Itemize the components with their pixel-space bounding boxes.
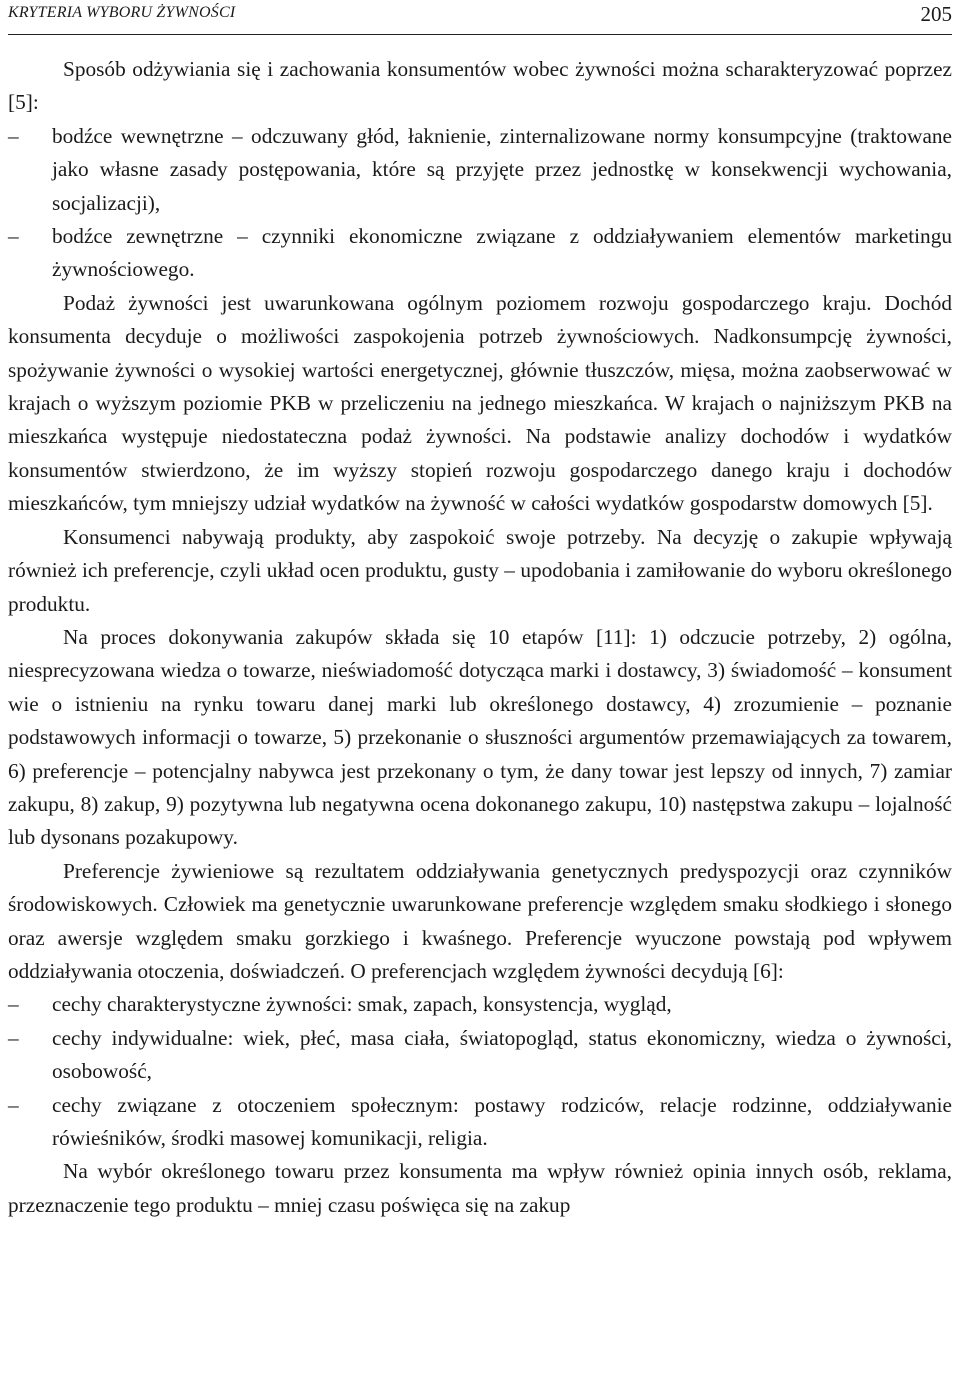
preference-factors-list	[8, 988, 952, 1155]
list-item-text: cechy związane z otoczeniem społecznym: postawy rodziców, relacje rodzinne, oddziaływanie rówieśników, środki masowej komunikacji, religia.	[52, 1092, 952, 1150]
body-text	[8, 53, 952, 1222]
list-item-text: bodźce wewnętrzne – odczuwany głód, łaknienie, zinternalizowane normy konsumpcyjne (traktowane jako własne zasady postępowania, które są przyjęte przez jednostkę w konsekwencji wychowania, socjalizacji),	[52, 123, 952, 215]
paragraph-product-choice: Na wybór określonego towaru przez konsumenta ma wpływ również opinia innych osób, reklama, przeznaczenie tego produktu – mniej czasu poświęca się na zakup	[8, 1159, 952, 1217]
internal-external-stimuli-list	[8, 120, 952, 287]
running-header	[8, 0, 952, 35]
running-title: KRYTERIA WYBORU ŻYWNOŚCI	[8, 4, 236, 21]
list-item	[8, 988, 952, 1021]
paragraph-purchase-stages: Na proces dokonywania zakupów składa się 10 etapów [11]: 1) odczucie potrzeby, 2) ogólna, niesprecyzowana wiedza o towarze, nieświadomość dotycząca marki i dostawcy, 3) świadomość – konsument wie o istnieniu na rynku towaru danej marki lub określonego dostawcy, 4) zrozumienie – poznanie podstawowych informacji o towarze, 5) przekonanie o słuszności argumentów przemawiających za towarem, 6) preferencje – potencjalny nabywca jest przekonany o tym, że dany towar jest lepszy od innych, 7) zamiar zakupu, 8) zakup, 9) pozytywna lub negatywna ocena dokonanego zakupu, 10) następstwa zakupu – lojalność lub dysonans pozakupowy.	[8, 624, 952, 850]
list-item-text: cechy charakterystyczne żywności: smak, zapach, konsystencja, wygląd,	[52, 992, 672, 1017]
dash-bullet-icon: –	[8, 1092, 19, 1117]
page-number: 205	[920, 2, 952, 26]
list-item	[8, 1022, 952, 1089]
list-item-text: bodźce zewnętrzne – czynniki ekonomiczne związane z oddziaływaniem elementów marketingu żywnościowego.	[52, 224, 952, 282]
list-item-text: cechy indywidualne: wiek, płeć, masa ciała, światopogląd, status ekonomiczny, wiedza o żywności, osobowość,	[52, 1025, 952, 1084]
document-page	[8, 0, 952, 1222]
dash-bullet-icon: –	[8, 123, 19, 148]
paragraph-consumer-preferences: Konsumenci nabywają produkty, aby zaspokoić swoje potrzeby. Na decyzję o zakupie wpływają również ich preferencje, czyli układ ocen produktu, gusty – upodobania i zamiłowanie do wyboru określonego produktu.	[8, 524, 952, 616]
list-item	[8, 120, 952, 220]
list-item	[8, 1089, 952, 1156]
dash-bullet-icon: –	[8, 224, 19, 249]
dash-bullet-icon: –	[8, 1025, 19, 1050]
paragraph-intro: Sposób odżywiania się i zachowania konsumentów wobec żywności można scharakteryzować poprzez [5]:	[8, 57, 952, 115]
list-item	[8, 220, 952, 287]
dash-bullet-icon: –	[8, 992, 19, 1017]
paragraph-food-supply: Podaż żywności jest uwarunkowana ogólnym poziomem rozwoju gospodarczego kraju. Dochód konsumenta decyduje o możliwości zaspokojenia potrzeb żywnościowych. Nadkonsumpcję żywności, spożywanie żywności o wysokiej wartości energetycznej, głównie tłuszczów, mięsa, można zaobserwować w krajach o wyższym poziomie PKB w przeliczeniu na jednego mieszkańca. W krajach o najniższym PKB na mieszkańca występuje niedostateczna podaż żywności. Na podstawie analizy dochodów i wydatków konsumentów stwierdzono, że im wyższy stopień rozwoju gospodarczego danego kraju i dochodów mieszkańców, tym mniejszy udział wydatków na żywność w całości wydatków gospodarstw domowych [5].	[8, 290, 952, 516]
paragraph-food-preferences: Preferencje żywieniowe są rezultatem oddziaływania genetycznych predyspozycji oraz czynników środowiskowych. Człowiek ma genetycznie uwarunkowane preferencje względem smaku słodkiego i słonego oraz awersje względem smaku gorzkiego i kwaśnego. Preferencje wyuczone powstają pod wpływem oddziaływania otoczenia, doświadczeń. O preferencjach względem żywności decydują [6]:	[8, 858, 952, 983]
